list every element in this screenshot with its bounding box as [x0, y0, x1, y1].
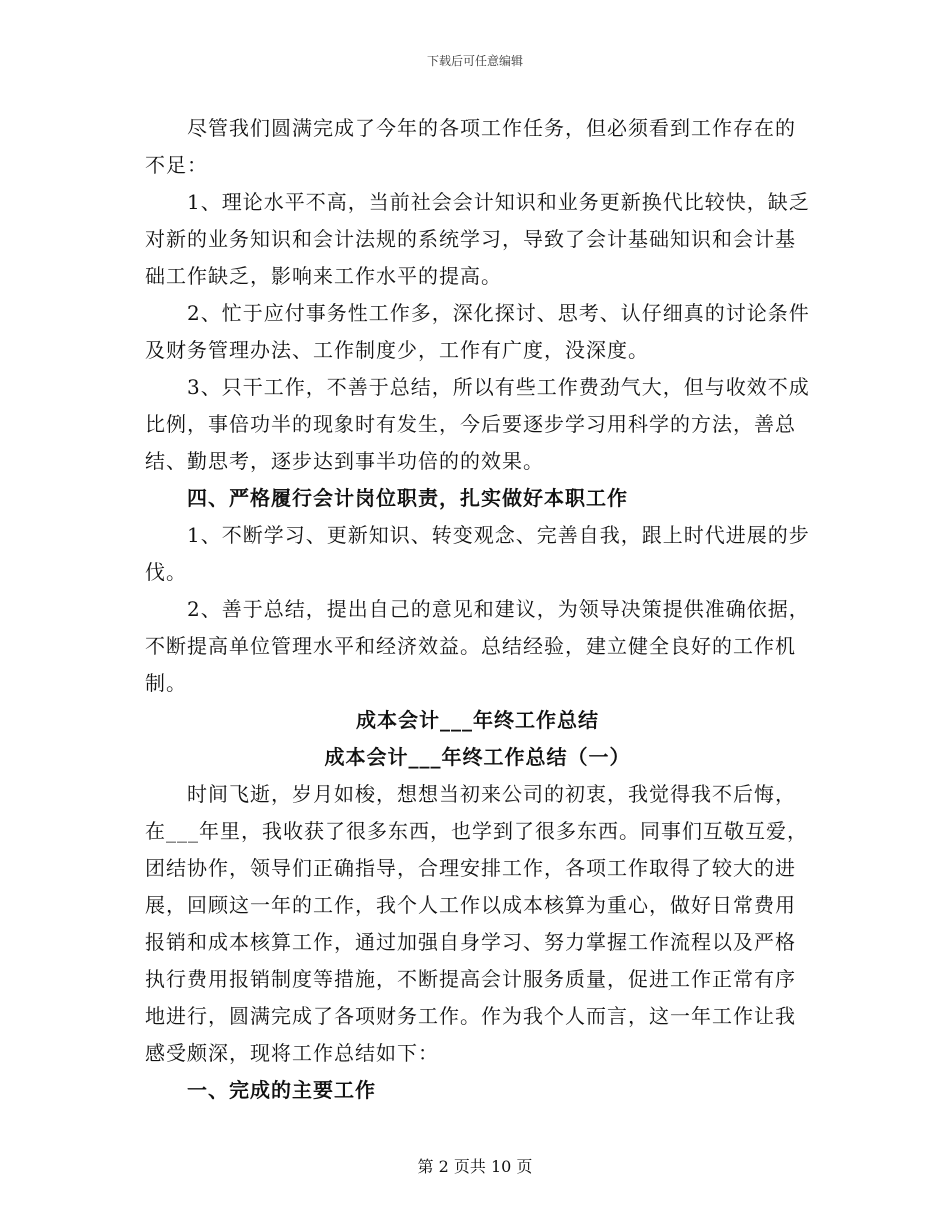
paragraph: 2、忙于应付事务性工作多，深化探讨、思考、认仔细真的讨论条件及财务管理办法、工作制度少，工作有广度，没深度。 [145, 301, 810, 362]
document-body [145, 110, 810, 1109]
document-title: 成本会计___年终工作总结 [356, 708, 599, 732]
page-footer: 第 2 页共 10 页 [417, 1157, 533, 1176]
paragraph: 尽管我们圆满完成了今年的各项工作任务，但必须看到工作存在的不足： [145, 116, 796, 177]
paragraph: 1、理论水平不高，当前社会会计知识和业务更新换代比较快，缺乏对新的业务知识和会计法规的系统学习，导致了会计基础知识和会计基础工作缺乏，影响来工作水平的提高。 [145, 190, 810, 288]
page-header: 下载后可任意编辑 [426, 54, 523, 68]
section-heading: 一、完成的主要工作 [187, 1078, 376, 1102]
paragraph: 1、不断学习、更新知识、转变观念、完善自我，跟上时代进展的步伐。 [145, 523, 810, 584]
document-subtitle: 成本会计___年终工作总结（一） [324, 745, 631, 769]
paragraph: 2、善于总结，提出自己的意见和建议，为领导决策提供准确依据，不断提高单位管理水平和经济效益。总结经验，建立健全良好的工作机制。 [145, 597, 810, 695]
paragraph: 时间飞逝，岁月如梭，想想当初来公司的初衷，我觉得我不后悔，在___年里，我收获了很多东西，也学到了很多东西。同事们互敬互爱，团结协作，领导们正确指导，合理安排工作，各项工作取得了较大的进展，回顾这一年的工作，我个人工作以成本核算为重心，做好日常费用报销和成本核算工作，通过加强自身学习、努力掌握工作流程以及严格执行费用报销制度等措施，不断提高会计服务质量，促进工作正常有序地进行，圆满完成了各项财务工作。作为我个人而言，这一年工作让我感受颇深，现将工作总结如下： [145, 782, 808, 1065]
section-heading: 四、严格履行会计岗位职责，扎实做好本职工作 [187, 486, 628, 510]
paragraph: 3、只干工作，不善于总结，所以有些工作费劲气大，但与收效不成比例，事倍功半的现象时有发生，今后要逐步学习用科学的方法，善总结、勤思考，逐步达到事半功倍的的效果。 [145, 375, 810, 473]
